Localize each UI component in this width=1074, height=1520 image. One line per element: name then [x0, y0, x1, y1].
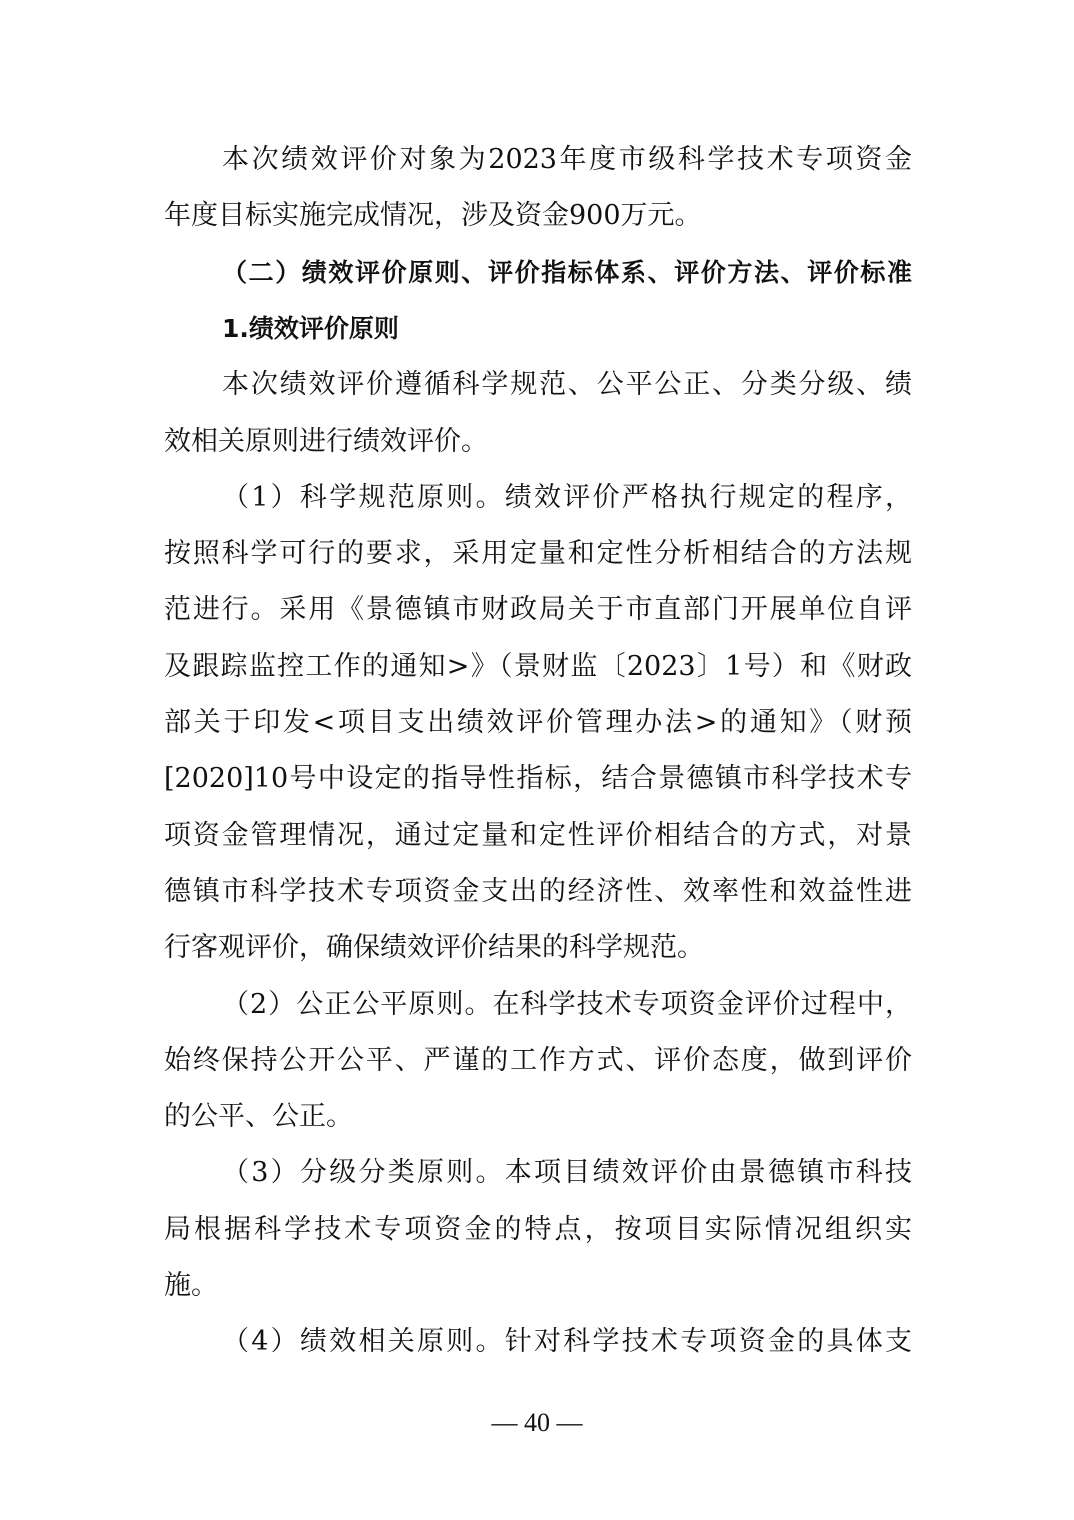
text-line: （1）科学规范原则。绩效评价严格执行规定的程序， — [222, 481, 912, 513]
text-line: （3）分级分类原则。本项目绩效评价由景德镇市科技 — [222, 1157, 912, 1189]
section-heading: 1.绩效评价原则 — [222, 313, 399, 343]
text-line: 本次绩效评价对象为2023年度市级科学技术专项资金 — [222, 144, 912, 175]
text-line: 及跟踪监控工作的通知>》（景财监〔2023〕1号）和《财政 — [164, 650, 912, 682]
text-line: 项资金管理情况，通过定量和定性评价相结合的方式，对景 — [164, 819, 912, 851]
text-line: 本次绩效评价遵循科学规范、公平公正、分类分级、绩 — [222, 369, 912, 401]
text-line: 按照科学可行的要求，采用定量和定性分析相结合的方法规 — [164, 538, 912, 570]
text-line: 范进行。采用《景德镇市财政局关于市直部门开展单位自评 — [164, 594, 912, 626]
text-line: 的公平、公正。 — [164, 1101, 353, 1133]
text-line: （2）公正公平原则。在科学技术专项资金评价过程中， — [222, 988, 912, 1020]
text-line: 行客观评价，确保绩效评价结果的科学规范。 — [164, 932, 704, 964]
text-line: （4）绩效相关原则。针对科学技术专项资金的具体支 — [222, 1326, 912, 1358]
text-line: 效相关原则进行绩效评价。 — [164, 425, 488, 457]
text-line: 部关于印发<项目支出绩效评价管理办法>的通知》（财预 — [164, 707, 912, 738]
text-line: 始终保持公开公平、严谨的工作方式、评价态度，做到评价 — [164, 1044, 912, 1076]
text-line: 局根据科学技术专项资金的特点，按项目实际情况组织实 — [164, 1213, 912, 1245]
page-number: — 40 — — [491, 1408, 583, 1437]
text-line: [2020]10号中设定的指导性指标，结合景德镇市科学技术专 — [164, 763, 912, 795]
text-line: 年度目标实施完成情况，涉及资金900万元。 — [164, 200, 702, 232]
text-line: 德镇市科学技术专项资金支出的经济性、效率性和效益性进 — [164, 875, 912, 907]
section-heading: （二）绩效评价原则、评价指标体系、评价方法、评价标准 — [222, 257, 912, 287]
text-line: 施。 — [164, 1270, 218, 1301]
